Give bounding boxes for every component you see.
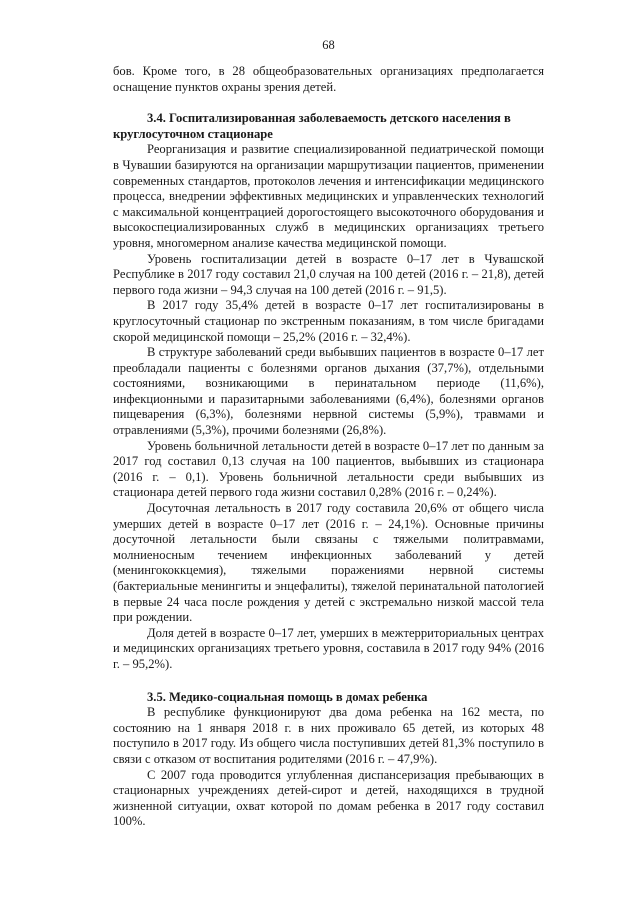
section-3-4-heading: 3.4. Госпитализированная заболеваемость детского населения в круглосуточном стационаре	[113, 111, 511, 141]
intro-paragraph: бов. Кроме того, в 28 общеобразовательных организациях предполагается оснащение пунктов охраны зрения детей.	[113, 64, 544, 94]
section-3-4-paragraph: Уровень госпитализации детей в возрасте 0–17 лет в Чувашской Республике в 2017 году составил 21,0 случая на 100 детей (2016 г. – 21,8), детей первого года жизни – 94,3 случая на 100 детей (2016 г. – 91,5).	[113, 251, 544, 297]
section-3-4-paragraph: В структуре заболеваний среди выбывших пациентов в возрасте 0–17 лет преобладали пациенты с болезнями органов дыхания (37,7%), отдельными состояниями, возникающими в перинатальном периоде (11,6%), инфекционными и паразитарными заболеваниями (6,4%), болезнями органов пищеварения (6,3%), болезнями нервной системы (5,9%), травмами и отравлениями (5,3%), прочими болезнями (26,8%).	[113, 345, 544, 438]
spacer	[113, 95, 544, 111]
spacer	[113, 673, 544, 690]
page-number: 68	[322, 38, 335, 52]
section-3-5-paragraph: В республике функционируют два дома ребенка на 162 места, по состоянию на 1 января 2018 г. в них проживало 65 детей, из которых 48 поступило в 2017 году. Из общего числа поступивших детей 81,3% поступило в связи с отказом от воспитания родителями (2016 г. – 47,9%).	[113, 705, 544, 766]
section-3-4-paragraph: Уровень больничной летальности детей в возрасте 0–17 лет по данным за 2017 год составил 0,13 случая на 100 пациентов, выбывших из стационара (2016 г. – 0,1). Уровень больничной летальности среди выбывших из стационара детей первого года жизни составил 0,28% (2016 г. – 0,24%).	[113, 438, 544, 500]
section-3-4-paragraph: Доля детей в возрасте 0–17 лет, умерших в межтерриториальных центрах и медицинских организациях третьего уровня, составила в 2017 году 94% (2016 г. – 95,2%).	[113, 625, 544, 671]
section-3-4-paragraph: Досуточная летальность в 2017 году составила 20,6% от общего числа умерших детей в возрасте 0–17 лет (2016 г. – 24,1%). Основные причины досуточной летальности были связаны с тяжелыми политравмами, молниеносным течением инфекционных заболеваний у детей (менингококкцемия), тяжелыми поражениями нервной системы (бактериальные менингиты и энцефалиты), тяжелой перинатальной патологией в первые 24 часа после рождения у детей с экстремально низкой массой тела при рождении.	[113, 501, 544, 625]
section-3-4-paragraph: В 2017 году 35,4% детей в возрасте 0–17 лет госпитализированы в круглосуточный стационар по экстренным показаниям, в том числе бригадами скорой медицинской помощи – 25,2% (2016 г. – 32,4%).	[113, 298, 544, 344]
page-content	[113, 64, 544, 830]
section-3-5-heading: 3.5. Медико-социальная помощь в домах ребенка	[147, 689, 428, 704]
section-3-5-paragraph: С 2007 года проводится углубленная диспансеризация пребывающих в стационарных учреждениях детей-сирот и детей, находящихся в трудной жизненной ситуации, охват которой по домам ребенка в 2017 году составил 100%.	[113, 767, 544, 829]
section-3-4-paragraph: Реорганизация и развитие специализированной педиатрической помощи в Чувашии базируются на организации маршрутизации пациентов, применении современных стандартов, протоколов лечения и интенсификации медицинского процесса, внедрении эффективных медицинских и управленческих технологий с максимальной концентрацией дорогостоящего высокоточного оборудования и высокоспециализированных служб в медицинских организациях третьего уровня, многомерном анализе качества медицинской помощи.	[113, 142, 544, 250]
